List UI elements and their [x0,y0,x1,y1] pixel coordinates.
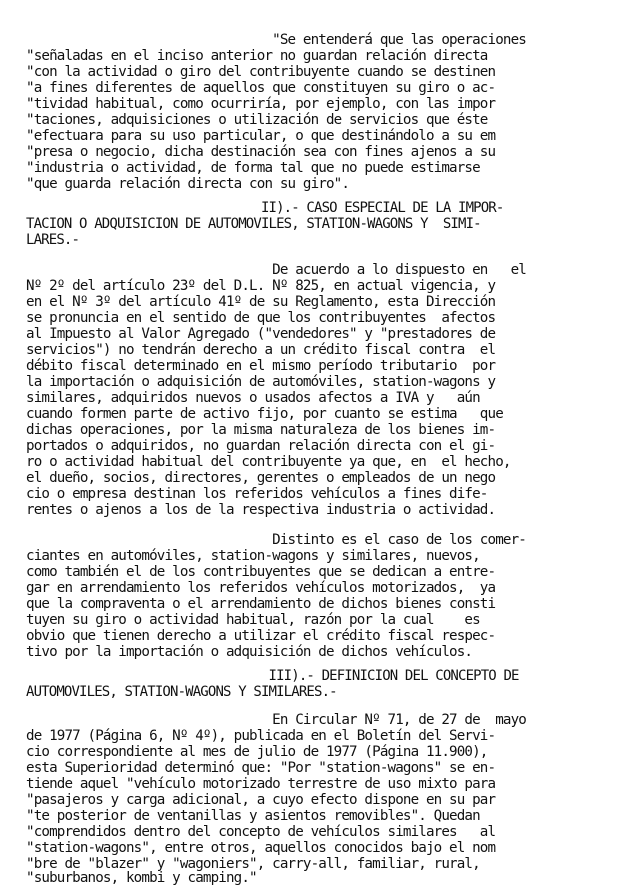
text-line: servicios") no tendrán derecho a un crédito fiscal contra el [26,342,496,358]
text-line: "presa o negocio, dicha destinación sea con fines ajenos a su [26,144,496,160]
heading-line: III).- DEFINICION DEL CONCEPTO DE [26,668,519,684]
text-line: "tividad habitual, como ocurriría, por ejemplo, con las impor [26,96,496,112]
text-line: "señaladas en el inciso anterior no guardan relación directa [26,48,488,64]
text-line: "suburbanos, kombi y camping." [26,870,257,886]
text-line: Nº 2º del artículo 23º del D.L. Nº 825, en actual vigencia, y [26,278,496,294]
heading-line: AUTOMOVILES, STATION-WAGONS Y SIMILARES.- [26,684,337,700]
text-line: "efectuara para su uso particular, o que destinándolo a su em [26,128,496,144]
text-line: cio correspondiente al mes de julio de 1977 (Página 11.900), [26,744,488,760]
text-line: En Circular Nº 71, de 27 de mayo [26,712,526,728]
text-line: "industria o actividad, de forma tal que no puede estimarse [26,160,480,176]
heading-line: LARES.- [26,232,80,248]
text-line: al Impuesto al Valor Agregado ("vendedores" y "prestadores de [26,326,496,342]
text-line: obvio que tienen derecho a utilizar el crédito fiscal respec- [26,628,496,644]
text-line: "Se entenderá que las operaciones [26,32,526,48]
text-line: ciantes en automóviles, station-wagons y similares, nuevos, [26,548,480,564]
heading-line: II).- CASO ESPECIAL DE LA IMPOR- [26,200,504,216]
text-line: similares, adquiridos nuevos o usados afectos a IVA y aún [26,390,480,406]
text-line: cio o empresa destinan los referidos vehículos a fines dife- [26,486,488,502]
text-line: dichas operaciones, por la misma naturaleza de los bienes im- [26,422,496,438]
text-line: tiende aquel "vehículo motorizado terrestre de uso mixto para [26,776,496,792]
text-line: "comprendidos dentro del concepto de vehículos similares al [26,824,496,840]
text-line: en el Nº 3º del artículo 41º de su Reglamento, esta Dirección [26,294,496,310]
text-line: rentes o ajenos a los de la respectiva industria o actividad. [26,502,496,518]
text-line: el dueño, socios, directores, gerentes o empleados de un nego [26,470,496,486]
text-line: de 1977 (Página 6, Nº 4º), publicada en el Boletín del Servi- [26,728,496,744]
text-line: la importación o adquisición de automóviles, station-wagons y [26,374,496,390]
text-line: tuyen su giro o actividad habitual, razón por la cual es [26,612,480,628]
text-line: De acuerdo a lo dispuesto en el [26,262,526,278]
text-line: "pasajeros y carga adicional, a cuyo efecto dispone en su par [26,792,496,808]
text-line: "taciones, adquisiciones o utilización de servicios que éste [26,112,488,128]
text-line: Distinto es el caso de los comer- [26,532,526,548]
text-line: "que guarda relación directa con su giro". [26,176,350,192]
text-line: "te posterior de ventanillas y asientos removibles". Quedan [26,808,480,824]
text-line: "bre de "blazer" y "wagoniers", carry-all, familiar, rural, [26,856,480,872]
text-line: como también el de los contribuyentes que se dedican a entre- [26,564,496,580]
text-line: "station-wagons", entre otros, aquellos conocidos bajo el nom [26,840,496,856]
text-line: tivo por la importación o adquisición de dichos vehículos. [26,644,473,660]
text-line: débito fiscal determinado en el mismo período tributario por [26,358,496,374]
text-line: "a fines diferentes de aquellos que constituyen su giro o ac- [26,80,496,96]
text-line: cuando formen parte de activo fijo, por cuanto se estima que [26,406,503,422]
heading-line: TACION O ADQUISICION DE AUTOMOVILES, STATION-WAGONS Y SIMI- [26,216,481,232]
text-line: "con la actividad o giro del contribuyente cuando se destinen [26,64,496,80]
text-line: gar en arrendamiento los referidos vehículos motorizados, ya [26,580,496,596]
text-line: ro o actividad habitual del contribuyente ya que, en el hecho, [26,454,511,470]
text-line: esta Superioridad determinó que: "Por "station-wagons" se en- [26,760,496,776]
text-line: portados o adquiridos, no guardan relación directa con el gi- [26,438,496,454]
text-line: se pronuncia en el sentido de que los contribuyentes afectos [26,310,496,326]
text-line: que la compraventa o el arrendamiento de dichos bienes consti [26,596,496,612]
